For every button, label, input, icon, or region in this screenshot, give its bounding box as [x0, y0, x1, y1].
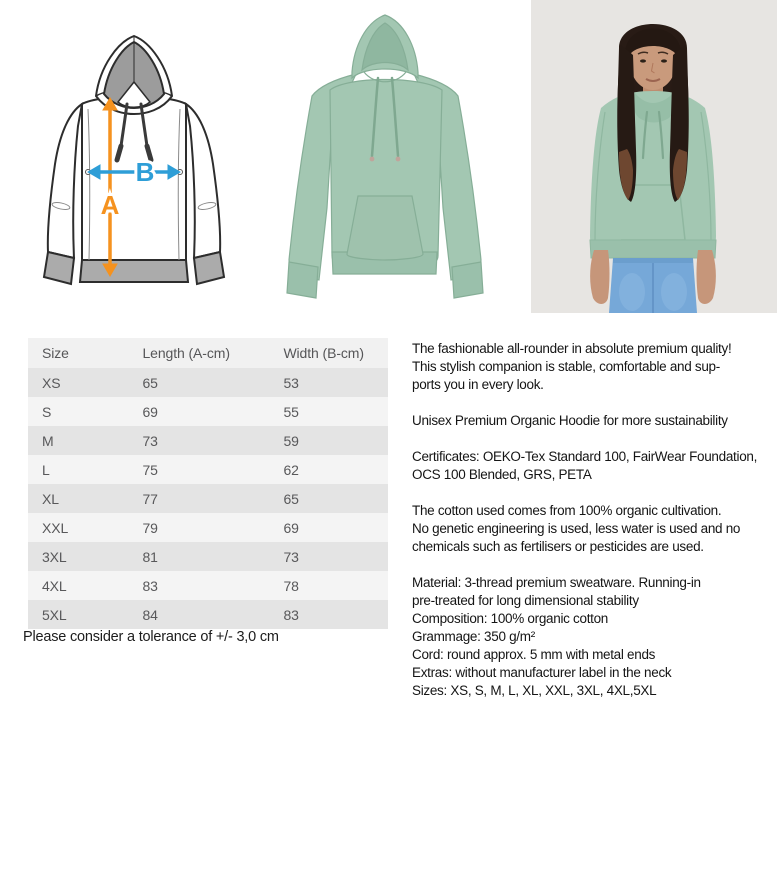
width-cell: 69 [282, 513, 388, 542]
hoodie-outline [44, 36, 224, 284]
col-header-length: Length (A-cm) [141, 338, 282, 368]
description-line: ports you in every look. [412, 377, 544, 392]
label-b: B [135, 157, 155, 187]
width-cell: 62 [282, 455, 388, 484]
table-row [28, 542, 388, 571]
table-row [28, 455, 388, 484]
description-line: Unisex Premium Organic Hoodie for more sustainability [412, 413, 728, 428]
size-cell: S [28, 397, 141, 426]
size-table [28, 338, 388, 629]
description-line: This stylish companion is stable, comfortable and sup- [412, 359, 720, 374]
size-cell: 3XL [28, 542, 141, 571]
hoodie-model-photo [531, 0, 777, 313]
description-line: The fashionable all-rounder in absolute premium quality! [412, 341, 732, 356]
description-line: Cord: round approx. 5 mm with metal ends [412, 647, 656, 662]
description-line: No genetic engineering is used, less water is used and no [412, 521, 741, 536]
length-cell: 73 [141, 426, 282, 455]
description-paragraph [412, 340, 757, 394]
flat-hoodie [287, 15, 483, 298]
width-cell: 55 [282, 397, 388, 426]
width-cell: 78 [282, 571, 388, 600]
col-header-width: Width (B-cm) [282, 338, 388, 368]
product-description [412, 340, 757, 718]
table-row [28, 397, 388, 426]
size-cell: 4XL [28, 571, 141, 600]
tolerance-note: Please consider a tolerance of +/- 3,0 cm [23, 629, 279, 645]
hoodie-measurement-diagram [30, 14, 242, 298]
description-line: pre-treated for long dimensional stability [412, 593, 639, 608]
length-cell: 79 [141, 513, 282, 542]
width-cell: 53 [282, 368, 388, 397]
description-line: The cotton used comes from 100% organic cultivation. [412, 503, 722, 518]
table-row [28, 426, 388, 455]
width-cell: 59 [282, 426, 388, 455]
description-paragraph [412, 448, 757, 484]
size-cell: XL [28, 484, 141, 513]
length-cell: 77 [141, 484, 282, 513]
label-a: A [100, 190, 120, 220]
model-jeans [609, 258, 697, 313]
description-line: chemicals such as fertilisers or pesticides are used. [412, 539, 704, 554]
length-cell: 81 [141, 542, 282, 571]
length-cell: 83 [141, 571, 282, 600]
length-cell: 69 [141, 397, 282, 426]
description-paragraph [412, 574, 757, 700]
width-cell: 65 [282, 484, 388, 513]
description-line: OCS 100 Blended, GRS, PETA [412, 467, 592, 482]
table-header-row [28, 338, 388, 368]
aglet [370, 157, 375, 162]
table-row [28, 600, 388, 629]
description-line: Certificates: OEKO-Tex Standard 100, FairWear Foundation, [412, 449, 758, 464]
model-hoodie [590, 91, 716, 258]
description-line: Sizes: XS, S, M, L, XL, XXL, 3XL, 4XL,5XL [412, 683, 657, 698]
length-cell: 65 [141, 368, 282, 397]
description-line: Extras: without manufacturer label in the neck [412, 665, 672, 680]
description-line: Composition: 100% organic cotton [412, 611, 609, 626]
size-table-container [28, 338, 388, 629]
col-header-size: Size [28, 338, 141, 368]
description-paragraph [412, 412, 757, 430]
width-cell: 73 [282, 542, 388, 571]
aglet [396, 157, 401, 162]
length-cell: 75 [141, 455, 282, 484]
size-cell: 5XL [28, 600, 141, 629]
description-line: Material: 3-thread premium sweatware. Running-in [412, 575, 701, 590]
size-cell: L [28, 455, 141, 484]
size-cell: XXL [28, 513, 141, 542]
length-cell: 84 [141, 600, 282, 629]
table-row [28, 368, 388, 397]
table-row [28, 571, 388, 600]
width-cell: 83 [282, 600, 388, 629]
description-paragraph [412, 502, 757, 556]
size-cell: XS [28, 368, 141, 397]
hoodie-product-photo [266, 8, 510, 310]
description-line: Grammage: 350 g/m² [412, 629, 535, 644]
table-row [28, 513, 388, 542]
size-cell: M [28, 426, 141, 455]
table-row [28, 484, 388, 513]
